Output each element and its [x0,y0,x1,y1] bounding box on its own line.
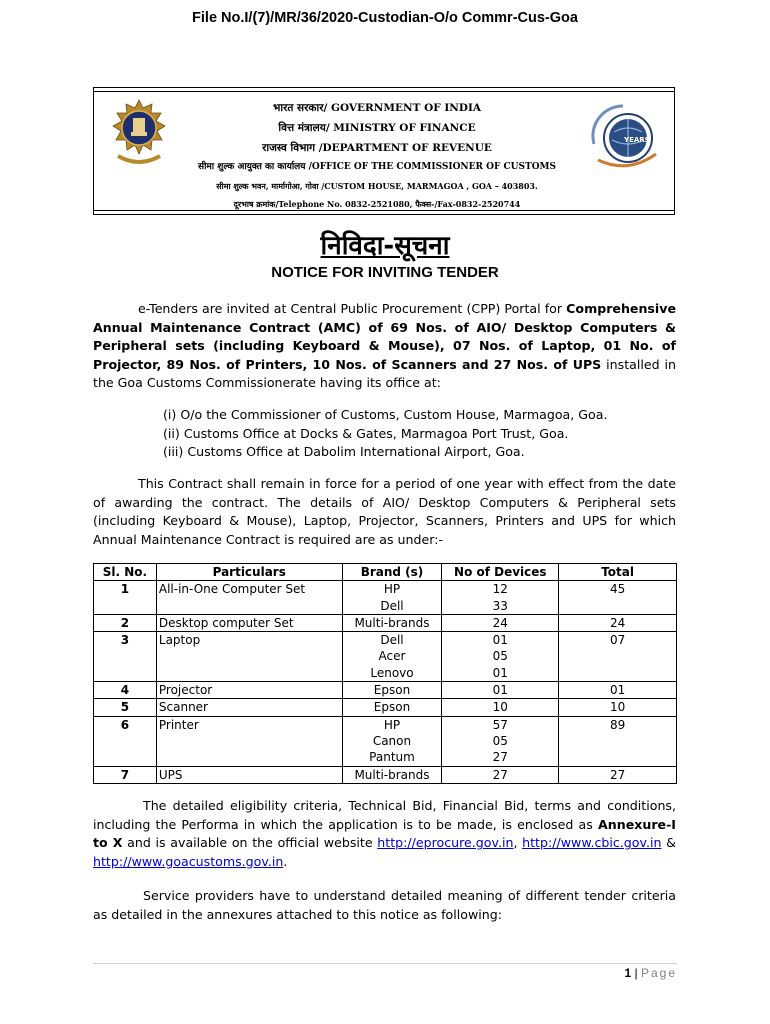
cell-brands [342,766,442,783]
ampersand-text: & [661,835,676,851]
list-item [163,406,607,425]
cell-brands [342,614,442,631]
cell-total: 01 [559,682,677,699]
cell-particulars: Desktop computer Set [156,614,342,631]
cell-total: 89 [559,716,677,766]
device-count: 27 [492,767,508,782]
office-list [163,406,607,462]
device-count: 05 [492,733,508,748]
cell-total: 24 [559,614,677,631]
period-text: . [283,853,288,869]
device-count: 57 [492,717,508,732]
office-line: सीमा शुल्क आयुक्त का कार्यालय /OFFICE OF THE COMMISSIONER OF CUSTOMS [197,162,556,172]
contract-paragraph: This Contract shall remain in force for a period of one year with effect from the date of awarding the contract. The details of AIO/ Desktop Computers & Peripheral sets (including Keyboard & Mouse), Laptop, Projector, Scanners, Printers and UPS for which Annual Maintenance Contract is required are as under:- [93,476,676,547]
table-row [94,682,677,699]
eligibility-text: The detailed eligibility criteria, Technical Bid, Financial Bid, terms and conditions, including the Performa in which the application is to be made, is enclosed as [93,798,676,832]
cell-total: 45 [559,581,677,615]
address-line: सीमा शुल्क भवन, मार्मागोआ, गोवा /CUSTOM HOUSE, MARMAGOA , GOA – 403803. [216,181,538,191]
table-row [94,614,677,631]
website-text: and is available on the official website [122,835,378,851]
list-number: (i) [163,407,177,422]
cell-sl-no: 7 [94,766,157,783]
brand-name: HP [383,717,401,732]
footer-divider [93,963,677,964]
hindi-title: निविदा-सूचना [320,231,450,261]
header-brands: Brand (s) [342,564,442,581]
customs-emblem-icon [106,98,172,170]
list-item [163,425,607,444]
intro-text: e-Tenders are invited at Central Public Procurement (CPP) Portal for [138,301,567,316]
telephone-line: दूरभाष क्रमांक/Telephone No. 0832-2521080, फैक्स-/Fax-0832-2520744 [233,199,521,209]
letterhead-text [172,98,582,213]
file-number: File No.I/(7)/MR/36/2020-Custodian-O/o Commr-Cus-Goa [192,10,578,26]
table-row [94,716,677,766]
devices-table [93,563,677,784]
header-sl-no: Sl. No. [94,564,157,581]
intro-bold-text: Comprehensive Annual Maintenance Contract (AMC) of 69 Nos. of AIO/ Desktop Computers & Peripheral sets (including Keyboard & Mouse), 07 Nos. of Laptop, 01 No. of Projector, 89 Nos. of Printers, 10 Nos. of Scanners and 27 Nos. of UPS [93,301,676,372]
header-particulars: Particulars [156,564,342,581]
logo-years-text: YEARS [624,136,650,144]
device-count: 05 [492,649,508,664]
device-count: 01 [492,683,508,698]
cell-particulars: Printer [156,716,342,766]
brand-name: Epson [373,683,411,698]
device-count: 10 [492,700,508,715]
service-providers-paragraph: Service providers have to understand detailed meaning of different tender criteria as detailed in the annexures attached to this notice as following: [93,888,676,922]
cell-devices [442,581,559,615]
cell-total: 10 [559,699,677,716]
cell-brands [342,716,442,766]
device-count: 12 [492,582,508,597]
cell-sl-no: 4 [94,682,157,699]
list-text: O/o the Commissioner of Customs, Custom House, Marmagoa, Goa. [180,407,608,422]
list-number: (iii) [163,444,184,459]
cell-brands [342,632,442,682]
cell-sl-no: 3 [94,632,157,682]
comma-text: , [513,835,523,851]
device-count: 33 [492,598,508,613]
table-row [94,632,677,682]
table-header-row [94,564,677,581]
table-row [94,699,677,716]
notice-title: NOTICE FOR INVITING TENDER [271,264,499,281]
device-count: 24 [492,615,508,630]
cell-sl-no: 2 [94,614,157,631]
device-count: 27 [492,750,508,765]
cbic-link[interactable]: http://www.cbic.gov.in [522,835,662,851]
list-item [163,443,607,462]
brand-name: Dell [380,598,404,613]
brand-name: Epson [373,700,411,715]
eprocure-link[interactable]: http://eprocure.gov.in [377,835,514,851]
cell-total: 07 [559,632,677,682]
cell-particulars: UPS [156,766,342,783]
annexure-text: Annexure-I to X [93,816,676,851]
goacustoms-link[interactable]: http://www.goacustoms.gov.in [93,853,284,869]
ministry-line: वित्त मंत्रालय/ MINISTRY OF FINANCE [278,122,476,134]
header-devices: No of Devices [442,564,559,581]
cell-brands [342,581,442,615]
brand-name: Acer [378,649,406,664]
footer-separator: | [631,966,641,980]
eligibility-paragraph [93,797,676,871]
list-number: (ii) [163,425,180,441]
cell-devices [442,766,559,783]
cell-devices [442,716,559,766]
cell-particulars: All-in-One Computer Set [156,581,342,615]
cell-brands [342,699,442,716]
cell-sl-no: 5 [94,699,157,716]
brand-name: Dell [380,633,404,648]
page-number: 1 [624,966,632,980]
intro-paragraph [93,300,676,393]
cell-sl-no: 1 [94,581,157,615]
letterhead-box [93,87,675,215]
table-row [94,766,677,783]
cell-sl-no: 6 [94,716,157,766]
cell-total: 27 [559,766,677,783]
cell-brands [342,682,442,699]
table-body [94,581,677,784]
brand-name: Lenovo [370,665,414,680]
cell-devices [442,682,559,699]
cell-particulars: Scanner [156,699,342,716]
brand-name: Multi-brands [354,767,430,782]
list-text: Customs Office at Dabolim International Airport, Goa. [187,444,525,459]
cell-devices [442,632,559,682]
department-line: राजस्व विभाग /DEPARTMENT OF REVENUE [262,142,492,154]
brand-name: Pantum [369,750,415,765]
brand-name: Canon [372,733,412,748]
device-count: 01 [492,665,508,680]
page-footer [624,966,677,980]
brand-name: HP [383,582,401,597]
page-word: Page [640,966,677,980]
header-total: Total [559,564,677,581]
cell-devices [442,699,559,716]
brand-name: Multi-brands [354,615,430,630]
cell-particulars: Projector [156,682,342,699]
table-row [94,581,677,615]
list-text: Customs Office at Docks & Gates, Marmagoa Port Trust, Goa. [183,425,569,441]
cell-devices [442,614,559,631]
anniversary-logo-icon [584,94,662,174]
letterhead-top-rule [94,91,674,92]
intro-tail-text: installed in the Goa Customs Commissionerate having its office at: [93,356,676,391]
govt-line: भारत सरकार/ GOVERNMENT OF INDIA [272,102,482,114]
cell-particulars: Laptop [156,632,342,682]
device-count: 01 [492,633,508,648]
